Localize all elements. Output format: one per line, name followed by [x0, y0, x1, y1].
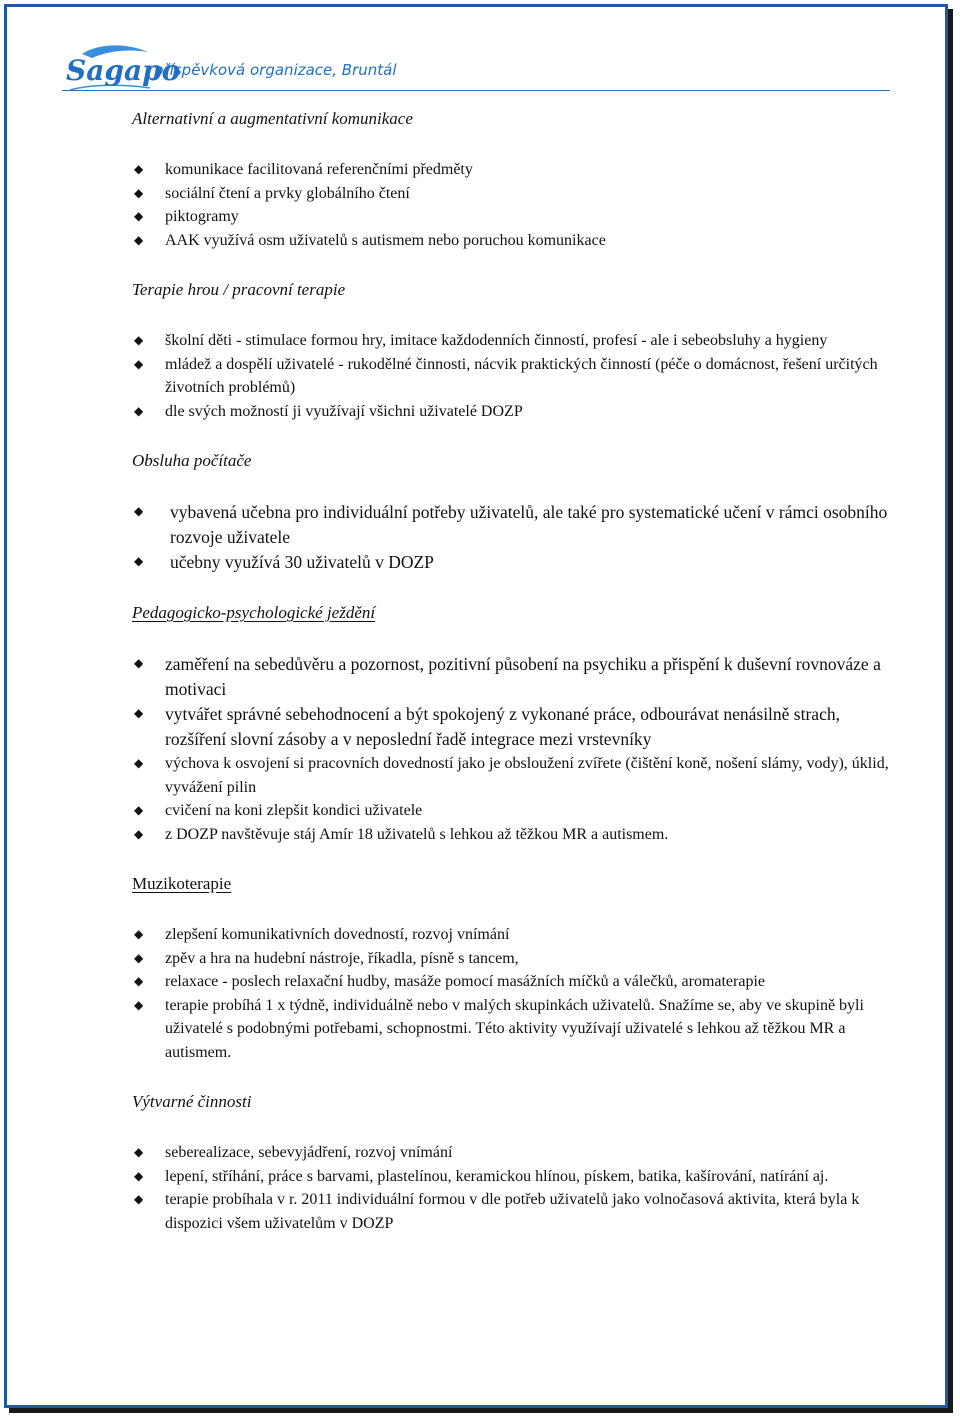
diamond-bullet-icon: ◆	[134, 554, 144, 568]
list-item: ◆ školní děti - stimulace formou hry, imitace každodenních činností, profesí - ale i sebeobsluhy a hygieny	[134, 332, 828, 349]
diamond-bullet-icon: ◆	[134, 950, 144, 965]
diamond-bullet-icon: ◆	[134, 1145, 144, 1159]
header-rule	[62, 90, 890, 91]
list-item: ◆ vytvářet správné sebehodnocení a být spokojený z vykonané práce, odbourávat nenásilně strach, rozšíření slovní zásoby a v neposlední řadě integrace mezi vrstevníky	[134, 704, 840, 749]
list-item: ◆ piktogramy	[134, 208, 239, 225]
organization-name: příspěvková organizace, Bruntál	[154, 61, 397, 79]
list-item: ◆ mládež a dospělí uživatelé - rukodělné činnosti, nácvik praktických činností (péče o domácnost, řešení určitých životních problémů)	[134, 355, 878, 396]
list-item: ◆ zpěv a hra na hudební nástroje, říkadla, písně s tancem,	[134, 949, 519, 967]
section-title-aak: Alternativní a augmentativní komunikace	[132, 109, 413, 128]
diamond-bullet-icon: ◆	[134, 403, 144, 418]
list-item: ◆ vybavená učebna pro individuální potřeby uživatelů, ale také pro systematické učení v rámci osobního rozvoje uživatele	[134, 502, 888, 547]
list-item: ◆ komunikace facilitovaná referenčními předměty	[134, 161, 473, 178]
list-item: ◆ AAK využívá osm uživatelů s autismem nebo poruchou komunikace	[134, 231, 606, 249]
list-item: ◆ seberealizace, sebevyjádření, rozvoj vnímání	[134, 1144, 453, 1161]
section-title-hippotherapy: Pedagogicko-psychologické ježdění	[132, 603, 376, 622]
diamond-bullet-icon: ◆	[134, 185, 144, 200]
list-item: ◆ dle svých možností ji využívají všichni uživatelé DOZP	[134, 402, 523, 420]
list-item: ◆ lepení, stříhání, práce s barvami, plastelínou, keramickou hlínou, pískem, batika, kašírování, natírání aj.	[134, 1167, 829, 1185]
list-item: ◆ relaxace - poslech relaxační hudby, masáže pomocí masážních míčků a válečků, aromaterapie	[134, 973, 766, 990]
list-item: ◆ učebny využívá 30 uživatelů v DOZP	[134, 552, 434, 572]
list-item: ◆ výchova k osvojení si pracovních dovedností jako je obsloužení zvířete (čištění koně, nošení slámy, vody), úklid, vyvážení pilin	[134, 755, 889, 796]
list-art	[132, 1141, 892, 1235]
diamond-bullet-icon: ◆	[134, 333, 144, 347]
diamond-bullet-icon: ◆	[134, 756, 144, 770]
diamond-bullet-icon: ◆	[134, 162, 144, 176]
diamond-bullet-icon: ◆	[134, 504, 144, 518]
diamond-bullet-icon: ◆	[134, 803, 144, 817]
svg-text:Sagapo: Sagapo	[66, 54, 181, 87]
section-title-art: Výtvarné činnosti	[132, 1092, 252, 1111]
section-title-music-therapy: Muzikoterapie	[132, 874, 232, 893]
diamond-bullet-icon: ◆	[134, 656, 144, 670]
list-computer	[132, 500, 892, 575]
diamond-bullet-icon: ◆	[134, 1192, 144, 1206]
list-item: ◆ cvičení na koni zlepšit kondici uživatele	[134, 802, 423, 819]
list-item: ◆ terapie probíhala v r. 2011 individuální formou v dle potřeb uživatelů jako volnočasová aktivita, která byla k dispozici všem uživatelům v DOZP	[134, 1191, 860, 1232]
diamond-bullet-icon: ◆	[134, 826, 144, 841]
diamond-bullet-icon: ◆	[134, 232, 144, 247]
document-body	[132, 107, 892, 1235]
diamond-bullet-icon: ◆	[134, 1168, 144, 1183]
section-title-play-therapy: Terapie hrou / pracovní terapie	[132, 280, 346, 299]
diamond-bullet-icon: ◆	[134, 356, 144, 371]
diamond-bullet-icon: ◆	[134, 927, 144, 941]
list-item: ◆ zaměření na sebedůvěru a pozornost, pozitivní působení na psychiku a přispění k duševní rovnováze a motivaci	[134, 654, 881, 699]
list-music-therapy	[132, 923, 892, 1064]
diamond-bullet-icon: ◆	[134, 997, 144, 1012]
diamond-bullet-icon: ◆	[134, 974, 144, 988]
sagapo-logo-icon	[62, 40, 181, 96]
diamond-bullet-icon: ◆	[134, 209, 144, 223]
page-header	[62, 40, 892, 96]
list-item: ◆ sociální čtení a prvky globálního čtení	[134, 184, 410, 202]
list-item: ◆ terapie probíhá 1 x týdně, individuálně nebo v malých skupinkách uživatelů. Snažíme se, aby ve skupině byli uživatelé s podobnými potřebami, schopnostmi. Této aktivity využívají uživatelé s lehkou až těžkou MR a autismem.	[134, 996, 864, 1061]
list-hippotherapy	[132, 652, 892, 846]
diamond-bullet-icon: ◆	[134, 706, 144, 720]
list-play-therapy	[132, 329, 892, 423]
section-title-computer: Obsluha počítače	[132, 451, 252, 470]
list-item: ◆ z DOZP navštěvuje stáj Amír 18 uživatelů s lehkou až těžkou MR a autismem.	[134, 825, 669, 843]
list-item: ◆ zlepšení komunikativních dovedností, rozvoj vnímání	[134, 926, 510, 943]
list-aak	[132, 158, 892, 252]
